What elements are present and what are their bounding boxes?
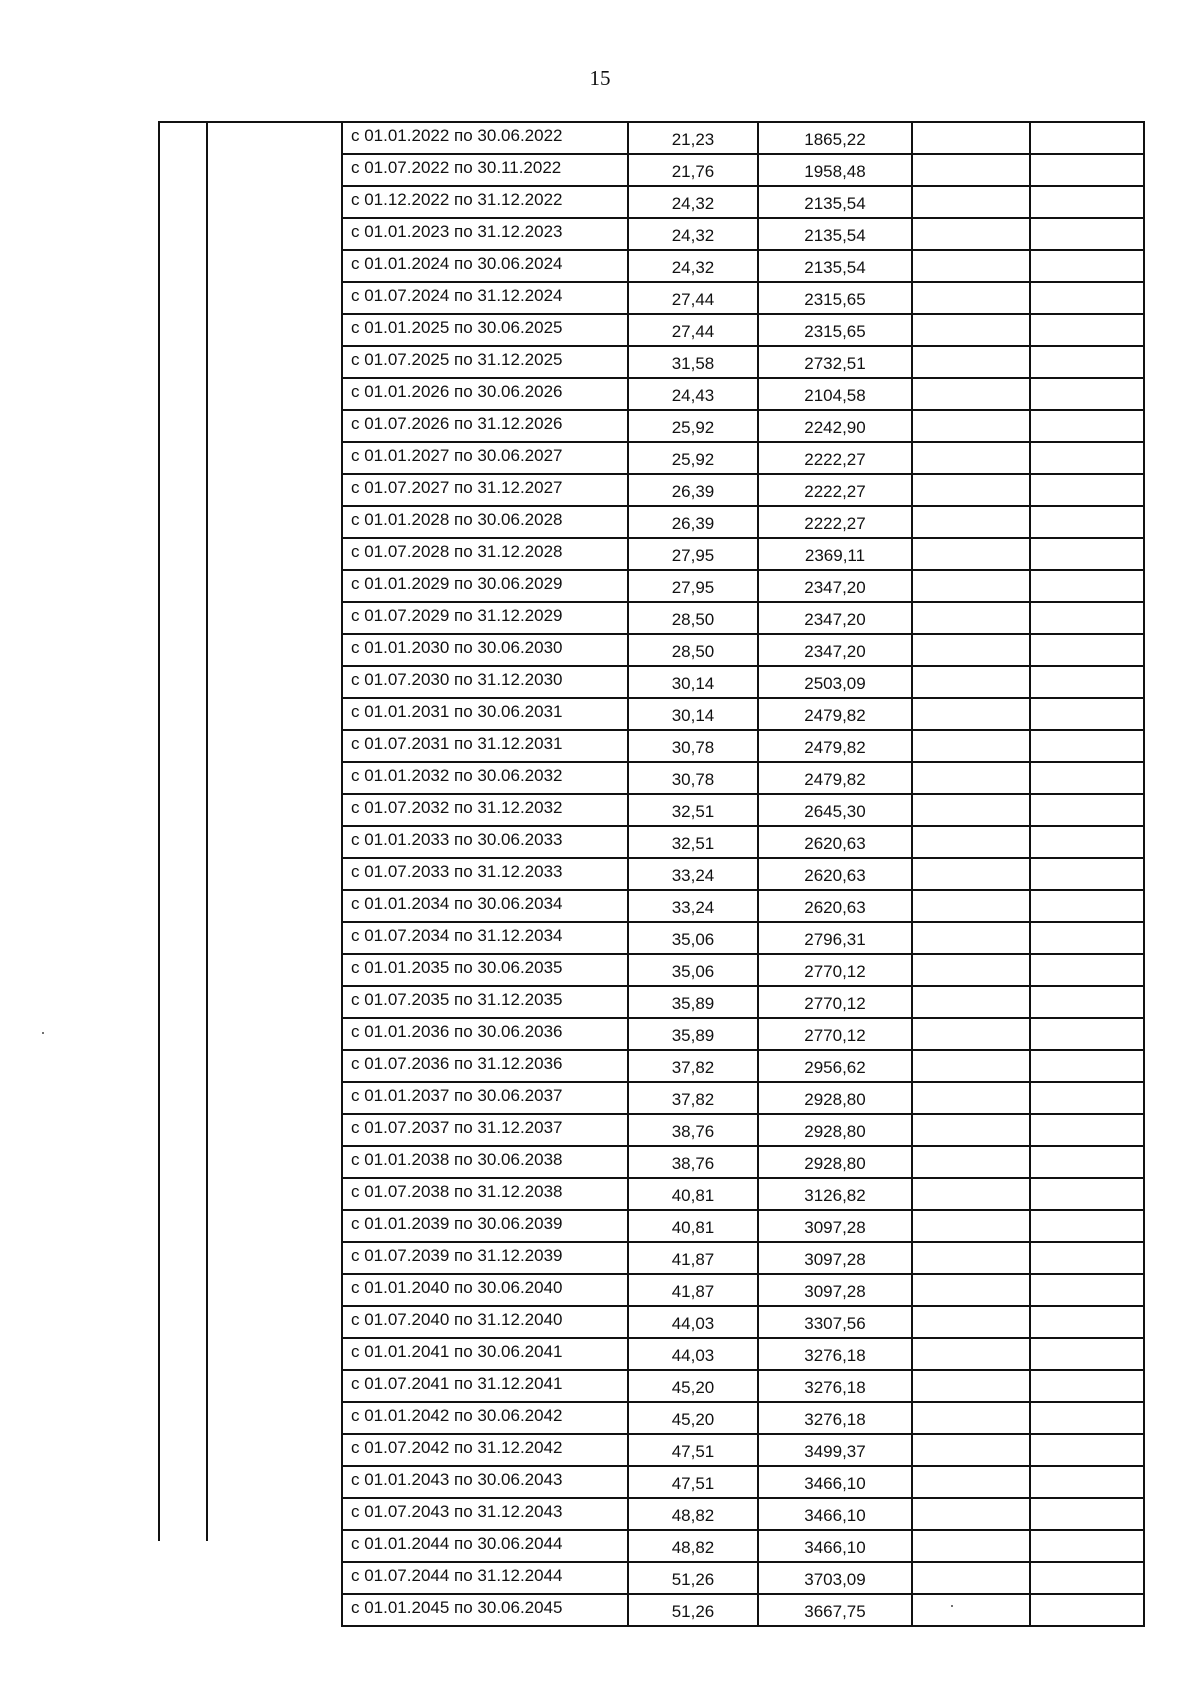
- rate-cell: 32,51: [628, 826, 758, 858]
- table-row: [342, 1114, 1144, 1146]
- empty-cell: [1030, 1082, 1144, 1114]
- empty-cell: [1030, 1530, 1144, 1562]
- tariff-cell: 2222,27: [758, 474, 912, 506]
- rate-cell: 37,82: [628, 1050, 758, 1082]
- table-row: [342, 1274, 1144, 1306]
- empty-cell: [912, 282, 1030, 314]
- tariff-cell: 3097,28: [758, 1274, 912, 1306]
- table-row: [342, 186, 1144, 218]
- rate-cell: 30,78: [628, 730, 758, 762]
- table-row: [342, 954, 1144, 986]
- tariff-cell: 2222,27: [758, 506, 912, 538]
- empty-cell: [1030, 570, 1144, 602]
- tariff-cell: 2620,63: [758, 826, 912, 858]
- rate-cell: 24,32: [628, 186, 758, 218]
- table-row: [342, 858, 1144, 890]
- rate-cell: 30,14: [628, 698, 758, 730]
- table-row: [342, 506, 1144, 538]
- empty-cell: [1030, 1370, 1144, 1402]
- rate-cell: 41,87: [628, 1242, 758, 1274]
- rate-cell: 25,92: [628, 410, 758, 442]
- tariff-cell: 2732,51: [758, 346, 912, 378]
- tariff-cell: 2770,12: [758, 986, 912, 1018]
- rate-cell: 25,92: [628, 442, 758, 474]
- period-cell: с 01.01.2039 по 30.06.2039: [342, 1210, 628, 1242]
- empty-cell: [1030, 954, 1144, 986]
- empty-cell: [912, 858, 1030, 890]
- empty-cell: [1030, 1178, 1144, 1210]
- period-cell: с 01.07.2043 по 31.12.2043: [342, 1498, 628, 1530]
- empty-cell: [912, 122, 1030, 154]
- table-row: [342, 1402, 1144, 1434]
- table-row: [342, 154, 1144, 186]
- rate-cell: 27,95: [628, 538, 758, 570]
- empty-cell: [1030, 314, 1144, 346]
- empty-cell: [912, 1338, 1030, 1370]
- period-cell: с 01.01.2038 по 30.06.2038: [342, 1146, 628, 1178]
- tariff-cell: 2104,58: [758, 378, 912, 410]
- rate-cell: 38,76: [628, 1146, 758, 1178]
- rate-cell: 45,20: [628, 1370, 758, 1402]
- empty-cell: [1030, 666, 1144, 698]
- period-cell: с 01.01.2035 по 30.06.2035: [342, 954, 628, 986]
- empty-cell: [1030, 698, 1144, 730]
- period-cell: с 01.01.2036 по 30.06.2036: [342, 1018, 628, 1050]
- period-cell: с 01.01.2027 по 30.06.2027: [342, 442, 628, 474]
- rate-cell: 44,03: [628, 1306, 758, 1338]
- period-cell: с 01.07.2044 по 31.12.2044: [342, 1562, 628, 1594]
- table-row: [342, 794, 1144, 826]
- rate-cell: 47,51: [628, 1466, 758, 1498]
- empty-cell: [1030, 1114, 1144, 1146]
- empty-cell: [1030, 1050, 1144, 1082]
- empty-cell: [912, 474, 1030, 506]
- empty-cell: [1030, 1466, 1144, 1498]
- period-cell: с 01.07.2040 по 31.12.2040: [342, 1306, 628, 1338]
- tariff-cell: 3703,09: [758, 1562, 912, 1594]
- rate-cell: 38,76: [628, 1114, 758, 1146]
- empty-cell: [1030, 250, 1144, 282]
- period-cell: с 01.07.2028 по 31.12.2028: [342, 538, 628, 570]
- period-cell: с 01.07.2037 по 31.12.2037: [342, 1114, 628, 1146]
- empty-cell: [912, 666, 1030, 698]
- rate-cell: 27,95: [628, 570, 758, 602]
- period-cell: с 01.01.2045 по 30.06.2045: [342, 1594, 628, 1626]
- period-cell: с 01.01.2032 по 30.06.2032: [342, 762, 628, 794]
- tariff-cell: 2620,63: [758, 890, 912, 922]
- table-row: [342, 538, 1144, 570]
- tariff-cell: 2770,12: [758, 1018, 912, 1050]
- rate-cell: 21,23: [628, 122, 758, 154]
- table-row: [342, 474, 1144, 506]
- table-row: [342, 1530, 1144, 1562]
- empty-cell: [1030, 1594, 1144, 1626]
- period-cell: с 01.01.2041 по 30.06.2041: [342, 1338, 628, 1370]
- table-row: [342, 1498, 1144, 1530]
- table-row: [342, 762, 1144, 794]
- period-cell: с 01.07.2022 по 30.11.2022: [342, 154, 628, 186]
- period-cell: с 01.01.2024 по 30.06.2024: [342, 250, 628, 282]
- tariff-cell: 2135,54: [758, 186, 912, 218]
- table-row: [342, 986, 1144, 1018]
- empty-cell: [912, 1594, 1030, 1626]
- period-cell: с 01.01.2030 по 30.06.2030: [342, 634, 628, 666]
- tariff-cell: 1958,48: [758, 154, 912, 186]
- empty-cell: [1030, 506, 1144, 538]
- tariff-cell: 3466,10: [758, 1466, 912, 1498]
- empty-cell: [1030, 1338, 1144, 1370]
- rate-cell: 41,87: [628, 1274, 758, 1306]
- empty-cell: [912, 890, 1030, 922]
- period-cell: с 01.07.2029 по 31.12.2029: [342, 602, 628, 634]
- tariff-cell: 2645,30: [758, 794, 912, 826]
- table-row: [342, 346, 1144, 378]
- scan-speck: [42, 1032, 44, 1034]
- rate-cell: 27,44: [628, 282, 758, 314]
- table-row: [342, 666, 1144, 698]
- empty-cell: [1030, 410, 1144, 442]
- rate-cell: 35,06: [628, 954, 758, 986]
- table-row: [342, 570, 1144, 602]
- period-cell: с 01.07.2042 по 31.12.2042: [342, 1434, 628, 1466]
- empty-cell: [1030, 442, 1144, 474]
- table-row: [342, 1338, 1144, 1370]
- tariff-cell: 2315,65: [758, 314, 912, 346]
- empty-cell: [1030, 186, 1144, 218]
- rate-cell: 24,43: [628, 378, 758, 410]
- empty-cell: [912, 1306, 1030, 1338]
- rate-cell: 40,81: [628, 1178, 758, 1210]
- empty-cell: [912, 506, 1030, 538]
- table-row: [342, 378, 1144, 410]
- tariff-cell: 2503,09: [758, 666, 912, 698]
- empty-cell: [1030, 858, 1144, 890]
- table-row: [342, 218, 1144, 250]
- empty-cell: [912, 922, 1030, 954]
- period-cell: с 01.07.2026 по 31.12.2026: [342, 410, 628, 442]
- empty-cell: [912, 410, 1030, 442]
- tariff-cell: 2347,20: [758, 570, 912, 602]
- rate-cell: 33,24: [628, 858, 758, 890]
- empty-cell: [912, 186, 1030, 218]
- empty-cell: [1030, 154, 1144, 186]
- tariff-cell: 2620,63: [758, 858, 912, 890]
- empty-cell: [912, 602, 1030, 634]
- table-row: [342, 634, 1144, 666]
- empty-cell: [912, 314, 1030, 346]
- rate-cell: 32,51: [628, 794, 758, 826]
- table-row: [342, 410, 1144, 442]
- rate-cell: 27,44: [628, 314, 758, 346]
- rate-cell: 33,24: [628, 890, 758, 922]
- table-row: [342, 1562, 1144, 1594]
- rate-cell: 28,50: [628, 602, 758, 634]
- empty-cell: [912, 986, 1030, 1018]
- rate-cell: 44,03: [628, 1338, 758, 1370]
- empty-cell: [912, 762, 1030, 794]
- empty-cell: [912, 538, 1030, 570]
- empty-cell: [1030, 1306, 1144, 1338]
- period-cell: с 01.01.2037 по 30.06.2037: [342, 1082, 628, 1114]
- empty-cell: [1030, 634, 1144, 666]
- tariff-cell: 3097,28: [758, 1242, 912, 1274]
- period-cell: с 01.01.2033 по 30.06.2033: [342, 826, 628, 858]
- rate-cell: 30,14: [628, 666, 758, 698]
- tariff-table: [341, 121, 1145, 1627]
- empty-cell: [1030, 602, 1144, 634]
- table-row: [342, 1178, 1144, 1210]
- tariff-cell: 2315,65: [758, 282, 912, 314]
- period-cell: с 01.01.2034 по 30.06.2034: [342, 890, 628, 922]
- period-cell: с 01.07.2038 по 31.12.2038: [342, 1178, 628, 1210]
- rate-cell: 51,26: [628, 1562, 758, 1594]
- empty-cell: [912, 1210, 1030, 1242]
- rate-cell: 30,78: [628, 762, 758, 794]
- empty-cell: [912, 794, 1030, 826]
- table-row: [342, 602, 1144, 634]
- empty-cell: [1030, 1498, 1144, 1530]
- period-cell: с 01.01.2029 по 30.06.2029: [342, 570, 628, 602]
- empty-cell: [1030, 122, 1144, 154]
- table-row: [342, 922, 1144, 954]
- empty-cell: [912, 698, 1030, 730]
- rate-cell: 26,39: [628, 506, 758, 538]
- table-row: [342, 890, 1144, 922]
- rate-cell: 21,76: [628, 154, 758, 186]
- period-cell: с 01.07.2035 по 31.12.2035: [342, 986, 628, 1018]
- left-column-border-2: [206, 121, 208, 1541]
- tariff-cell: 2956,62: [758, 1050, 912, 1082]
- empty-cell: [912, 730, 1030, 762]
- rate-cell: 48,82: [628, 1498, 758, 1530]
- rate-cell: 47,51: [628, 1434, 758, 1466]
- tariff-cell: 3276,18: [758, 1338, 912, 1370]
- empty-cell: [912, 250, 1030, 282]
- empty-cell: [912, 1370, 1030, 1402]
- period-cell: с 01.07.2039 по 31.12.2039: [342, 1242, 628, 1274]
- table-row: [342, 1082, 1144, 1114]
- tariff-cell: 2479,82: [758, 730, 912, 762]
- empty-cell: [1030, 986, 1144, 1018]
- rate-cell: 24,32: [628, 218, 758, 250]
- empty-cell: [1030, 218, 1144, 250]
- empty-cell: [1030, 1242, 1144, 1274]
- period-cell: с 01.01.2040 по 30.06.2040: [342, 1274, 628, 1306]
- table-row: [342, 314, 1144, 346]
- tariff-cell: 2347,20: [758, 634, 912, 666]
- period-cell: с 01.07.2027 по 31.12.2027: [342, 474, 628, 506]
- empty-cell: [912, 1146, 1030, 1178]
- rate-cell: 51,26: [628, 1594, 758, 1626]
- tariff-cell: 2928,80: [758, 1114, 912, 1146]
- empty-cell: [1030, 1434, 1144, 1466]
- tariff-cell: 2479,82: [758, 762, 912, 794]
- period-cell: с 01.12.2022 по 31.12.2022: [342, 186, 628, 218]
- empty-cell: [912, 826, 1030, 858]
- period-cell: с 01.07.2032 по 31.12.2032: [342, 794, 628, 826]
- tariff-cell: 3097,28: [758, 1210, 912, 1242]
- period-cell: с 01.01.2023 по 31.12.2023: [342, 218, 628, 250]
- empty-cell: [912, 1274, 1030, 1306]
- period-cell: с 01.07.2041 по 31.12.2041: [342, 1370, 628, 1402]
- period-cell: с 01.01.2043 по 30.06.2043: [342, 1466, 628, 1498]
- tariff-cell: 3667,75: [758, 1594, 912, 1626]
- empty-cell: [912, 954, 1030, 986]
- table-row: [342, 1050, 1144, 1082]
- empty-cell: [912, 218, 1030, 250]
- tariff-cell: 2347,20: [758, 602, 912, 634]
- tariff-cell: 3276,18: [758, 1370, 912, 1402]
- period-cell: с 01.01.2044 по 30.06.2044: [342, 1530, 628, 1562]
- left-column-top-border: [158, 121, 343, 123]
- tariff-cell: 3126,82: [758, 1178, 912, 1210]
- period-cell: с 01.07.2034 по 31.12.2034: [342, 922, 628, 954]
- empty-cell: [912, 346, 1030, 378]
- empty-cell: [912, 1178, 1030, 1210]
- empty-cell: [1030, 826, 1144, 858]
- empty-cell: [912, 1562, 1030, 1594]
- empty-cell: [912, 1434, 1030, 1466]
- tariff-cell: 1865,22: [758, 122, 912, 154]
- empty-cell: [1030, 474, 1144, 506]
- empty-cell: [1030, 378, 1144, 410]
- table-row: [342, 730, 1144, 762]
- period-cell: с 01.01.2025 по 30.06.2025: [342, 314, 628, 346]
- period-cell: с 01.07.2025 по 31.12.2025: [342, 346, 628, 378]
- period-cell: с 01.01.2026 по 30.06.2026: [342, 378, 628, 410]
- empty-cell: [912, 1402, 1030, 1434]
- tariff-cell: 3499,37: [758, 1434, 912, 1466]
- empty-cell: [1030, 282, 1144, 314]
- empty-cell: [912, 634, 1030, 666]
- rate-cell: 48,82: [628, 1530, 758, 1562]
- table-row: [342, 442, 1144, 474]
- empty-cell: [912, 154, 1030, 186]
- empty-cell: [912, 1018, 1030, 1050]
- table-row: [342, 826, 1144, 858]
- empty-cell: [1030, 1562, 1144, 1594]
- tariff-table-body: [342, 122, 1144, 1626]
- period-cell: с 01.07.2036 по 31.12.2036: [342, 1050, 628, 1082]
- period-cell: с 01.01.2028 по 30.06.2028: [342, 506, 628, 538]
- empty-cell: [912, 1498, 1030, 1530]
- tariff-cell: 2928,80: [758, 1082, 912, 1114]
- empty-cell: [1030, 730, 1144, 762]
- table-row: [342, 1018, 1144, 1050]
- period-cell: с 01.01.2031 по 30.06.2031: [342, 698, 628, 730]
- empty-cell: [912, 442, 1030, 474]
- empty-cell: [912, 1242, 1030, 1274]
- rate-cell: 40,81: [628, 1210, 758, 1242]
- period-cell: с 01.07.2031 по 31.12.2031: [342, 730, 628, 762]
- table-row: [342, 1594, 1144, 1626]
- tariff-cell: 2222,27: [758, 442, 912, 474]
- period-cell: с 01.07.2030 по 31.12.2030: [342, 666, 628, 698]
- table-row: [342, 1434, 1144, 1466]
- empty-cell: [912, 378, 1030, 410]
- rate-cell: 35,89: [628, 986, 758, 1018]
- empty-cell: [1030, 890, 1144, 922]
- rate-cell: 45,20: [628, 1402, 758, 1434]
- table-row: [342, 1146, 1144, 1178]
- rate-cell: 37,82: [628, 1082, 758, 1114]
- empty-cell: [1030, 1402, 1144, 1434]
- period-cell: с 01.01.2042 по 30.06.2042: [342, 1402, 628, 1434]
- tariff-cell: 3276,18: [758, 1402, 912, 1434]
- page-number: 15: [589, 66, 611, 90]
- empty-cell: [1030, 1146, 1144, 1178]
- empty-cell: [1030, 762, 1144, 794]
- period-cell: с 01.01.2022 по 30.06.2022: [342, 122, 628, 154]
- rate-cell: 35,89: [628, 1018, 758, 1050]
- rate-cell: 28,50: [628, 634, 758, 666]
- empty-cell: [1030, 922, 1144, 954]
- tariff-cell: 3307,56: [758, 1306, 912, 1338]
- table-row: [342, 1370, 1144, 1402]
- tariff-cell: 2369,11: [758, 538, 912, 570]
- empty-cell: [912, 1530, 1030, 1562]
- tariff-cell: 2770,12: [758, 954, 912, 986]
- table-row: [342, 250, 1144, 282]
- table-row: [342, 1466, 1144, 1498]
- table-row: [342, 122, 1144, 154]
- table-row: [342, 1210, 1144, 1242]
- tariff-cell: 2479,82: [758, 698, 912, 730]
- tariff-cell: 2796,31: [758, 922, 912, 954]
- empty-cell: [1030, 538, 1144, 570]
- tariff-cell: 3466,10: [758, 1498, 912, 1530]
- empty-cell: [1030, 1018, 1144, 1050]
- empty-cell: [1030, 346, 1144, 378]
- empty-cell: [1030, 1210, 1144, 1242]
- tariff-cell: 2135,54: [758, 218, 912, 250]
- empty-cell: [912, 1050, 1030, 1082]
- rate-cell: 35,06: [628, 922, 758, 954]
- table-row: [342, 282, 1144, 314]
- empty-cell: [1030, 1274, 1144, 1306]
- tariff-cell: 2928,80: [758, 1146, 912, 1178]
- tariff-cell: 2135,54: [758, 250, 912, 282]
- scan-speck: [951, 1605, 953, 1607]
- empty-cell: [1030, 794, 1144, 826]
- tariff-cell: 3466,10: [758, 1530, 912, 1562]
- rate-cell: 24,32: [628, 250, 758, 282]
- table-row: [342, 698, 1144, 730]
- table-row: [342, 1306, 1144, 1338]
- tariff-cell: 2242,90: [758, 410, 912, 442]
- empty-cell: [912, 1082, 1030, 1114]
- rate-cell: 31,58: [628, 346, 758, 378]
- empty-cell: [912, 1466, 1030, 1498]
- left-column-border-1: [158, 121, 160, 1541]
- empty-cell: [912, 570, 1030, 602]
- period-cell: с 01.07.2033 по 31.12.2033: [342, 858, 628, 890]
- empty-cell: [912, 1114, 1030, 1146]
- table-row: [342, 1242, 1144, 1274]
- period-cell: с 01.07.2024 по 31.12.2024: [342, 282, 628, 314]
- rate-cell: 26,39: [628, 474, 758, 506]
